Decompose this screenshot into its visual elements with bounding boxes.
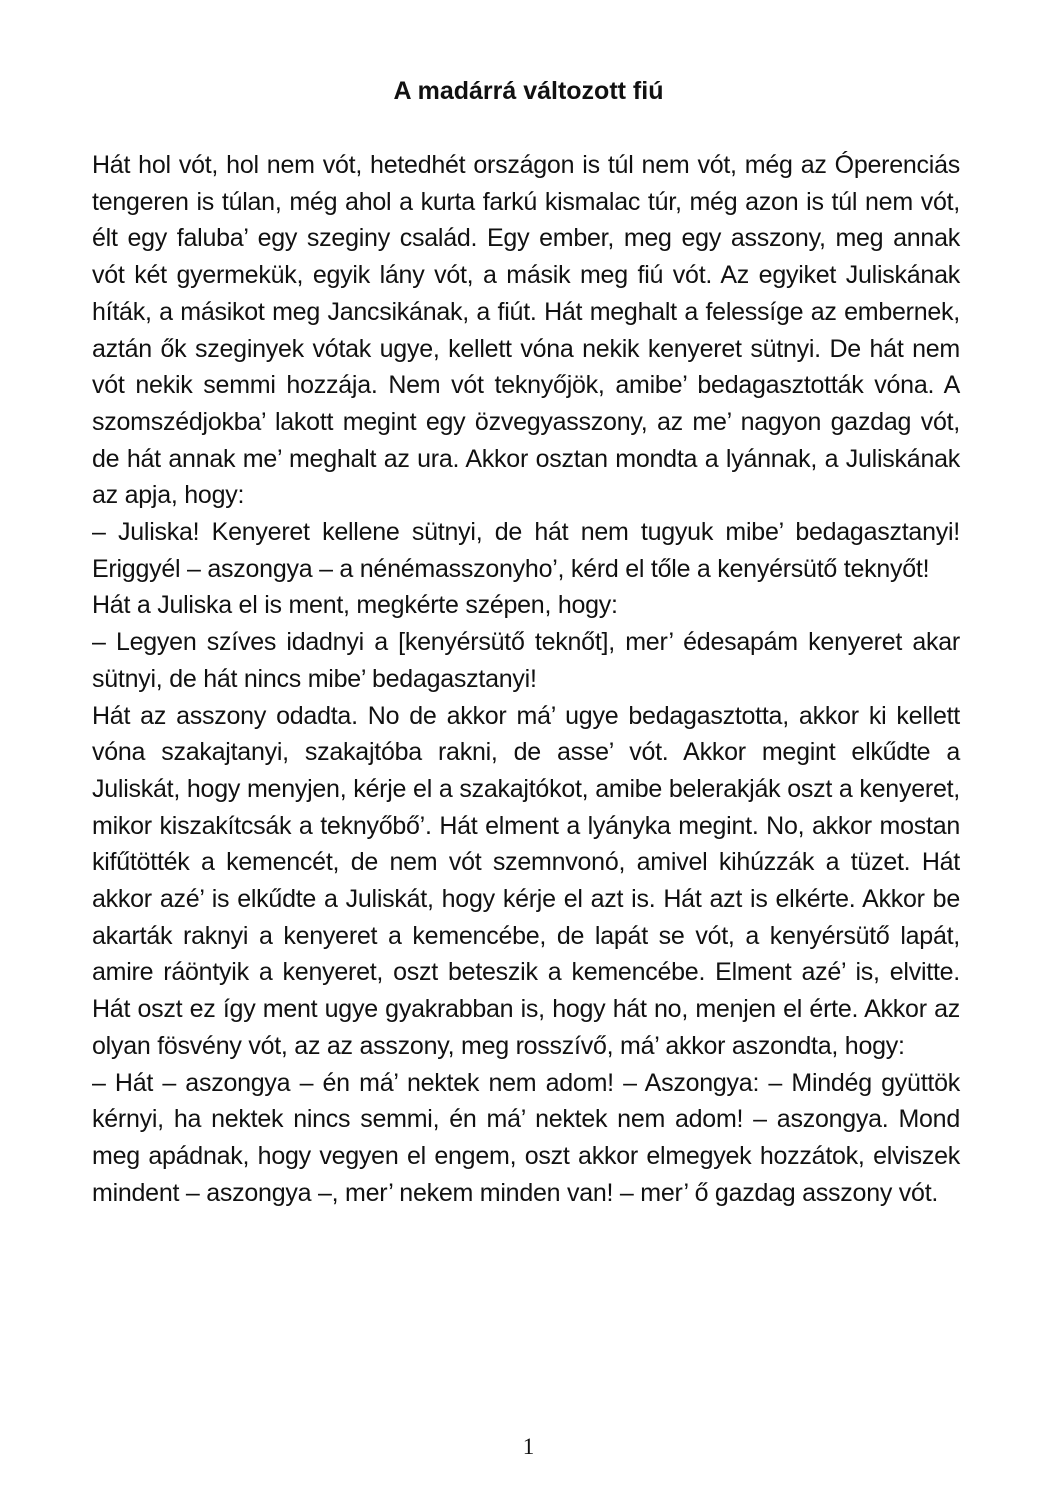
paragraph-intro: Hát hol vót, hol nem vót, hetedhét országon is túl nem vót, még az Óperenciás tengeren is túlan, még ahol a kurta farkú kismalac túr, még azon is túl nem vót, élt egy faluba’ egy szeginy család. Egy ember, meg egy asszony, meg annak vót két gyermekük, egyik lány vót, a másik meg fiú vót. Az egyiket Juliskának híták, a másikot meg Jancsikának, a fiút. Hát meghalt a felessíge az embernek, aztán ők szeginyek vótak ugye, kellett vóna nekik kenyeret sütnyi. De hát nem vót nekik semmi hozzája. Nem vót teknyőjök, amibe’ bedagasztották vóna. A szomszédjokba’ lakott megint egy özvegyasszony, az me’ nagyon gazdag vót, de hát annak me’ meghalt az ura. Akkor osztan mondta a lyánnak, a Juliskának az apja, hogy: bbox=[92, 151, 960, 510]
paragraph-dialogue-juliska: – Legyen szíves idadnyi a [kenyérsütő teknőt], mer’ édesapám kenyeret akar sütnyi, de hát nincs mibe’ bedagasztanyi! bbox=[92, 628, 960, 693]
paragraph-narration: Hát a Juliska el is ment, megkérte szépen, hogy: bbox=[92, 591, 618, 620]
paragraph-dialogue-father: – Juliska! Kenyeret kellene sütnyi, de hát nem tugyuk mibe’ bedagasztanyi! Eriggyél – aszongya – a nénémasszonyho’, kérd el tőle a kenyérsütő teknyőt! bbox=[92, 518, 960, 583]
story-body bbox=[92, 147, 960, 1211]
paragraph-narration-long: Hát az asszony odadta. No de akkor má’ ugye bedagasztotta, akkor ki kellett vóna szakajtanyi, szakajtóba rakni, de asse’ vót. Akkor megint elkűdte a Juliskát, hogy menyjen, kérje el a szakajtókot, amibe belerakják oszt a kenyeret, mikor kiszakítcsák a teknyőbő’. Hát elment a lyányka megint. No, akkor mostan kifűtötték a kemencét, de nem vót szemnvonó, amivel kihúzzák a tüzet. Hát akkor azé’ is elkűdte a Juliskát, hogy kérje el azt is. Hát azt is elkérte. Akkor be akarták raknyi a kenyeret a kemencébe, de lapát se vót, a kenyérsütő lapát, amire ráöntyik a kenyeret, oszt beteszik a kemencébe. Elment azé’ is, elvitte. Hát oszt ez így ment ugye gyakrabban is, hogy hát no, menjen el érte. Akkor az olyan fösvény vót, az az asszony, meg rosszívő, má’ akkor aszondta, hogy: bbox=[92, 701, 960, 1060]
page-number: 1 bbox=[522, 1434, 535, 1459]
paragraph-dialogue-widow: – Hát – aszongya – én má’ nektek nem adom! – Aszongya: – Mindég gyüttök kérnyi, ha nektek nincs semmi, én má’ nektek nem adom! – aszongya. Mond meg apádnak, hogy vegyen el engem, oszt akkor elmegyek hozzátok, elviszek mindent – aszongya –, mer’ nekem minden van! – mer’ ő gazdag asszony vót. bbox=[92, 1068, 960, 1207]
page-title: A madárrá változott fiú bbox=[393, 77, 664, 105]
